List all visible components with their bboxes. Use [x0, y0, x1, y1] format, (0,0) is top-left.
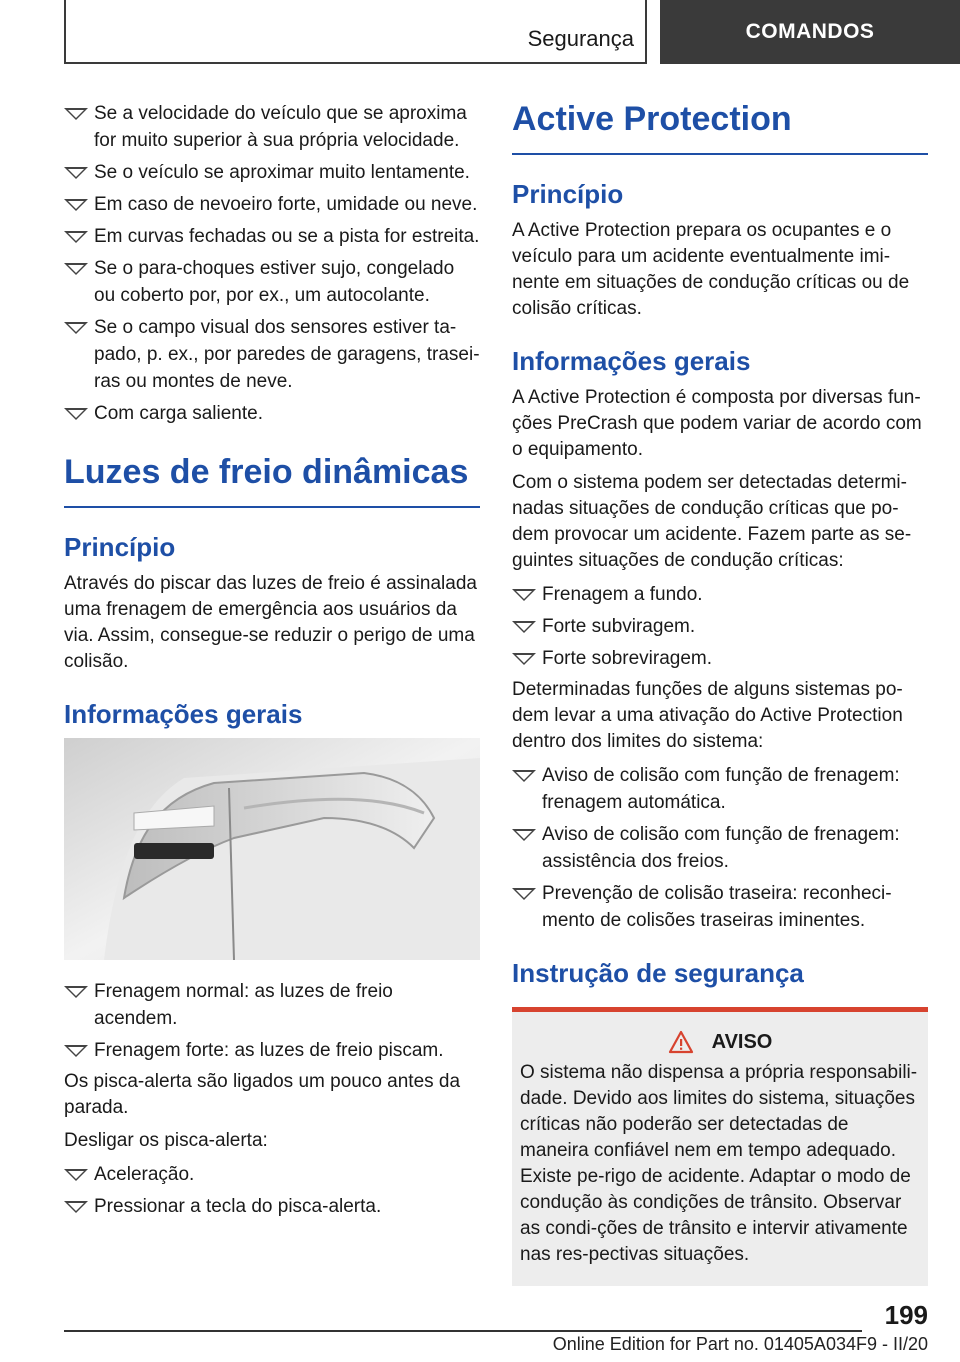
list-item-text: Forte subviragem.	[542, 616, 696, 637]
list-item-text: Frenagem a fundo.	[542, 584, 703, 605]
triangle-bullet-icon	[64, 263, 88, 275]
info-text-2: Com o sistema podem ser detectadas determi-nadas situações de condução críticas que po-dem provocar um acidente. Fazem parte as se-guintes situações de condução críticas:	[512, 472, 912, 571]
section-title-dynamic-brake-lights: Luzes de freio dinâmicas	[64, 453, 480, 508]
list-item	[64, 1193, 480, 1220]
list-item	[64, 978, 480, 1032]
subheading-principle: Princípio	[512, 179, 624, 209]
triangle-bullet-icon	[512, 770, 536, 782]
list-item-text: Se o para-choques estiver sujo, congelado ou coberto por, por ex., um autocolante.	[94, 258, 455, 306]
subheading-principle: Princípio	[64, 532, 176, 562]
triangle-bullet-icon	[64, 408, 88, 420]
system-functions-list	[512, 762, 928, 934]
hazard-off-list	[64, 1161, 480, 1220]
triangle-bullet-icon	[64, 199, 88, 211]
triangle-bullet-icon	[64, 986, 88, 998]
warning-header	[520, 1030, 920, 1054]
hazard-text: Os pisca-alerta são ligados um pouco antes da parada.	[64, 1071, 461, 1118]
page-number: 199	[884, 1300, 928, 1330]
list-item-text: Pressionar a tecla do pisca-alerta.	[94, 1196, 382, 1217]
list-item-text: Forte sobreviragem.	[542, 648, 713, 669]
list-item	[64, 1037, 480, 1064]
brake-light-list	[64, 978, 480, 1064]
principle-text: A Active Protection prepara os ocupantes e o veículo para um acidente eventualmente imi-nente em situações de condução críticas ou de colisão críticas.	[512, 220, 910, 319]
info-text-3: Determinadas funções de alguns sistemas po-dem levar a uma ativação do Active Protection dentro dos limites do sistema:	[512, 679, 903, 752]
triangle-bullet-icon	[512, 888, 536, 900]
list-item	[64, 223, 480, 250]
list-item-text: Em curvas fechadas ou se a pista for estreita.	[94, 226, 480, 247]
list-item-text: Aviso de colisão com função de frenagem: frenagem automática.	[542, 765, 900, 813]
list-item	[512, 821, 928, 875]
list-item	[64, 400, 480, 427]
list-item-text: Se o veículo se aproximar muito lentamente.	[94, 162, 470, 183]
warning-text: O sistema não dispensa a própria responsabili-dade. Devido aos limites do sistema, situações críticas não poderão ser detectadas de maneira confiável nem em tempo adequado. Existe pe-rigo de acidente. Adaptar o modo de condução às condições de trânsito. Observar as condi-ções de trânsito e intervir ativamente nas res-pectivas situações.	[520, 1062, 918, 1265]
triangle-bullet-icon	[512, 621, 536, 633]
list-item-text: Frenagem forte: as luzes de freio piscam.	[94, 1040, 444, 1061]
info-text-1: A Active Protection é composta por diversas fun-ções PreCrash que podem variar de acordo com o equipamento.	[512, 387, 922, 460]
footer-edition: Online Edition for Part no. 01405A034F9 - II/20	[552, 1334, 928, 1354]
triangle-bullet-icon	[64, 1169, 88, 1181]
list-item	[64, 314, 480, 395]
right-column	[512, 100, 928, 1286]
list-item-text: Aviso de colisão com função de frenagem: assistência dos freios.	[542, 824, 900, 872]
list-item	[512, 581, 928, 608]
list-item	[512, 762, 928, 816]
subheading-safety: Instrução de segurança	[512, 958, 804, 988]
list-item	[64, 100, 480, 154]
triangle-bullet-icon	[512, 589, 536, 601]
triangle-bullet-icon	[64, 167, 88, 179]
hazard-off-text: Desligar os pisca-alerta:	[64, 1130, 268, 1151]
warning-title: AVISO	[711, 1030, 773, 1053]
list-item-text: Se o campo visual dos sensores estiver ta-pado, p. ex., por paredes de garagens, trasei-ras ou montes de neve.	[94, 317, 480, 392]
list-item-text: Com carga saliente.	[94, 403, 263, 424]
left-column	[64, 100, 480, 1225]
triangle-bullet-icon	[64, 231, 88, 243]
triangle-bullet-icon	[64, 1045, 88, 1057]
list-item-text: Em caso de nevoeiro forte, umidade ou neve.	[94, 194, 478, 215]
list-item	[64, 1161, 480, 1188]
list-item	[512, 613, 928, 640]
section-title-active-protection: Active Protection	[512, 100, 928, 155]
triangle-bullet-icon	[64, 1201, 88, 1213]
list-item	[512, 645, 928, 672]
list-item	[64, 159, 480, 186]
triangle-bullet-icon	[64, 322, 88, 334]
triangle-bullet-icon	[64, 108, 88, 120]
header-section-title: Segurança	[527, 26, 634, 51]
subheading-general-info: Informações gerais	[512, 346, 751, 376]
list-item	[512, 880, 928, 934]
footer-divider	[64, 1330, 862, 1332]
list-item	[64, 191, 480, 218]
limitations-list	[64, 100, 480, 427]
tail-light-photo	[64, 738, 480, 960]
critical-situations-list	[512, 581, 928, 672]
list-item-text: Se a velocidade do veículo que se aproxima for muito superior à sua própria velocidade.	[94, 103, 467, 151]
warning-triangle-icon	[668, 1030, 694, 1054]
triangle-bullet-icon	[512, 829, 536, 841]
principle-text: Através do piscar das luzes de freio é assinalada uma frenagem de emergência aos usuários da via. Assim, consegue-se reduzir o perigo de uma colisão.	[64, 573, 477, 672]
list-item-text: Aceleração.	[94, 1164, 195, 1185]
list-item-text: Frenagem normal: as luzes de freio acendem.	[94, 981, 393, 1029]
list-item	[64, 255, 480, 309]
warning-box	[512, 1007, 928, 1286]
triangle-bullet-icon	[512, 653, 536, 665]
list-item-text: Prevenção de colisão traseira: reconheci-mento de colisões traseiras iminentes.	[542, 883, 892, 931]
subheading-general-info: Informações gerais	[64, 699, 303, 729]
header-chapter-tab: COMANDOS	[660, 0, 960, 64]
